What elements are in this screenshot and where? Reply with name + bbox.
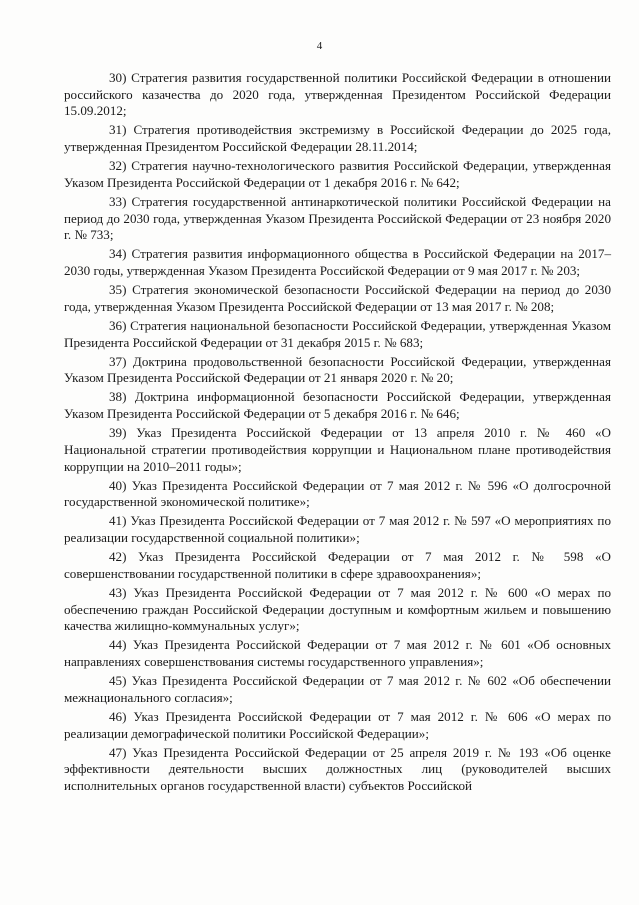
list-item: 34) Стратегия развития информационного общества в Российской Федерации на 2017–2030 годы, утвержденная Указом Президента Российской Федерации от 9 мая 2017 г. № 203; (64, 246, 611, 279)
list-item: 32) Стратегия научно-технологического развития Российской Федерации, утвержденная Указом Президента Российской Федерации от 1 декабря 2016 г. № 642; (64, 158, 611, 190)
list-item: 36) Стратегия национальной безопасности Российской Федерации, утвержденная Указом Президента Российской Федерации от 31 декабря 2015 г. № 683; (64, 317, 611, 350)
list-item: 31) Стратегия противодействия экстремизму в Российской Федерации до 2025 года, утвержденная Президентом Российской Федерации 28.11.2014; (64, 122, 611, 155)
list-item: 42) Указ Президента Российской Федерации от 7 мая 2012 г. № 598 «О совершенствовании государственной политики в сфере здравоохранения»; (64, 549, 611, 581)
list-item: 38) Доктрина информационной безопасности Российской Федерации, утвержденная Указом Президента Российской Федерации от 5 декабря 2016 г. № 646; (64, 389, 611, 422)
page-number: 4 (316, 40, 323, 52)
list-item: 44) Указ Президента Российской Федерации от 7 мая 2012 г. № 601 «Об основных направлениях совершенствования системы государственного управления»; (64, 637, 611, 670)
list-item: 33) Стратегия государственной антинаркотической политики Российской Федерации на период до 2030 года, утвержденная Указом Президента Российской Федерации от 23 ноября 2020 г. № 733; (64, 193, 611, 243)
document-body (64, 70, 611, 797)
list-item: 30) Стратегия развития государственной политики Российской Федерации в отношении российского казачества до 2020 года, утвержденная Президентом Российской Федерации 15.09.2012; (64, 70, 611, 119)
list-item: 39) Указ Президента Российской Федерации от 13 апреля 2010 г. № 460 «О Национальной стратегии противодействия коррупции и Национальном плане противодействия коррупции на 2010–2011 годы»; (64, 425, 611, 474)
list-item: 43) Указ Президента Российской Федерации от 7 мая 2012 г. № 600 «О мерах по обеспечению граждан Российской Федерации доступным и комфортным жильем и повышению качества жилищно-коммунальных услуг»; (64, 584, 611, 634)
list-item: 41) Указ Президента Российской Федерации от 7 мая 2012 г. № 597 «О мероприятиях по реализации государственной социальной политики»; (64, 513, 611, 546)
list-item: 46) Указ Президента Российской Федерации от 7 мая 2012 г. № 606 «О мерах по реализации демографической политики Российской Федерации»; (64, 708, 611, 741)
list-item: 35) Стратегия экономической безопасности Российской Федерации на период до 2030 года, утвержденная Указом Президента Российской Федерации от 13 мая 2017 г. № 208; (64, 282, 611, 314)
list-item: 45) Указ Президента Российской Федерации от 7 мая 2012 г. № 602 «Об обеспечении межнационального согласия»; (64, 673, 611, 705)
list-item: 40) Указ Президента Российской Федерации от 7 мая 2012 г. № 596 «О долгосрочной государственной экономической политике»; (64, 477, 611, 510)
list-item: 47) Указ Президента Российской Федерации от 25 апреля 2019 г. № 193 «Об оценке эффективности деятельности высших должностных лиц (руководителей высших исполнительных органов государственной власти) субъектов Российской (64, 744, 611, 793)
list-item: 37) Доктрина продовольственной безопасности Российской Федерации, утвержденная Указом Президента Российской Федерации от 21 января 2020 г. № 20; (64, 353, 611, 386)
